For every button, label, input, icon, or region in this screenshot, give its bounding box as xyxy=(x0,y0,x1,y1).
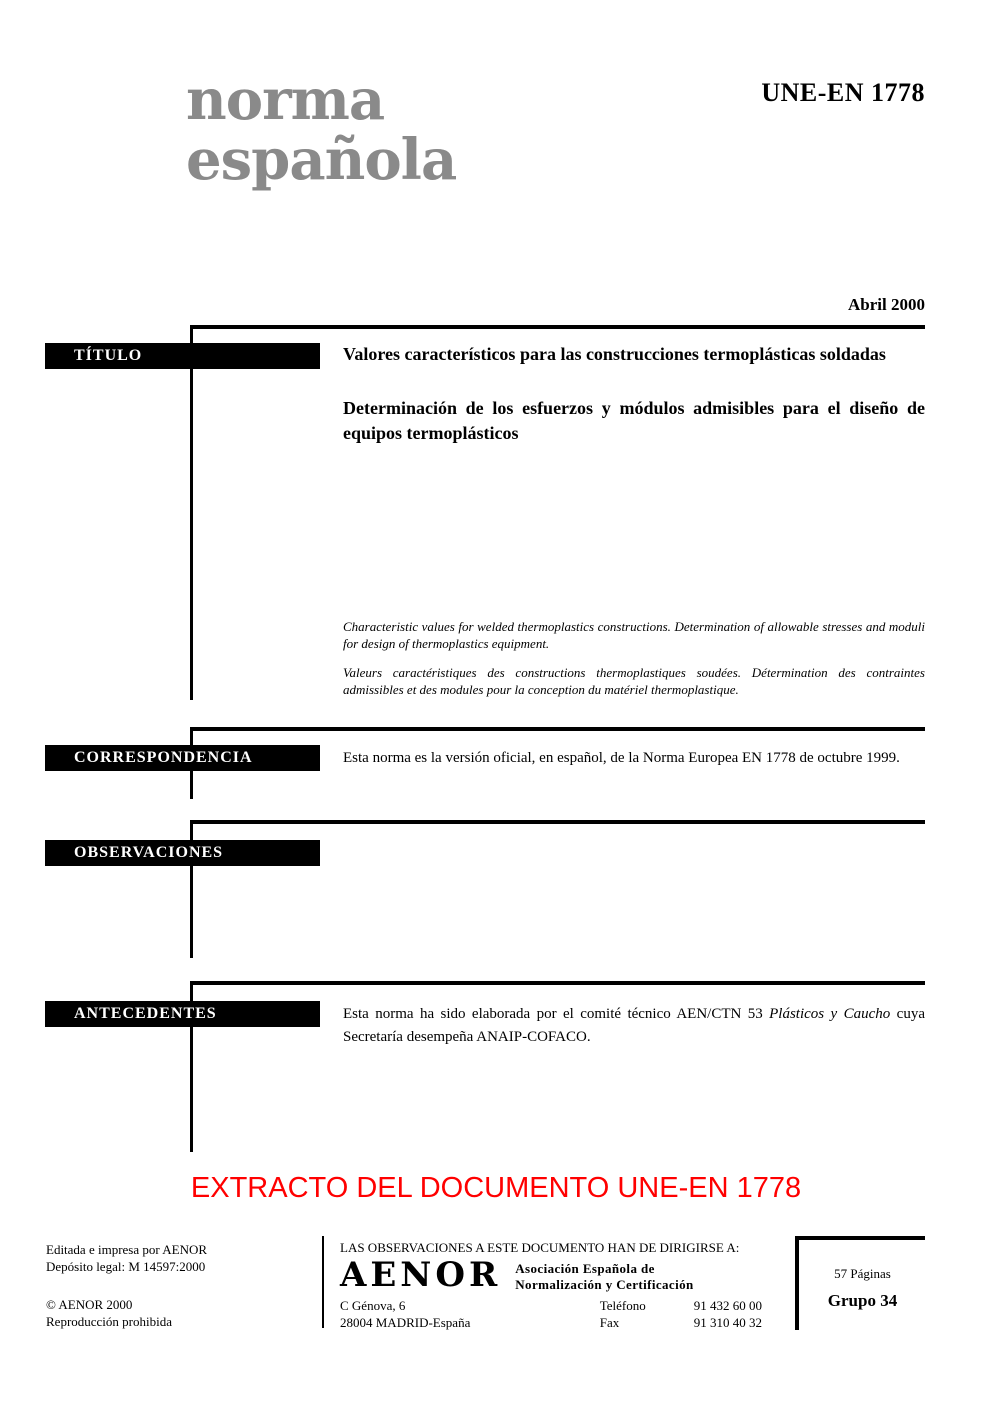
antecedentes-label-bar xyxy=(45,1001,320,1027)
aenor-tagline-line-1: Asociación Española de xyxy=(515,1261,655,1276)
titulo-top-rule xyxy=(190,325,925,329)
antecedentes-top-rule xyxy=(190,981,925,985)
footer-observations-notice: LAS OBSERVACIONES A ESTE DOCUMENTO HAN DE DIRIGIRSE A: xyxy=(340,1240,740,1255)
brand-line-2: española xyxy=(186,127,457,193)
observaciones-label-bar xyxy=(45,840,320,866)
footer-reproduction-line: Reproducción prohibida xyxy=(46,1314,172,1329)
footer-group-box-left-rule xyxy=(795,1236,799,1330)
footer-copyright-block xyxy=(46,1296,311,1330)
brand-line-1: norma xyxy=(186,67,385,133)
titulo-content xyxy=(343,342,925,475)
title-french: Valeurs caractéristiques des constructions thermoplastiques soudées. Détermination des contraintes admissibles et des modules pour la conception du matériel thermoplastique. xyxy=(343,665,925,697)
antecedentes-label: ANTECEDENTES xyxy=(74,1005,217,1022)
observaciones-top-rule xyxy=(190,820,925,824)
document-date: Abril 2000 xyxy=(848,295,925,314)
titulo-translations xyxy=(343,618,925,710)
footer-telfax-block xyxy=(600,1297,762,1331)
title-spanish-paragraph-2: Determinación de los esfuerzos y módulos admisibles para el diseño de equipos termoplásticos xyxy=(343,398,925,443)
titulo-label-bar xyxy=(45,343,320,369)
correspondencia-top-rule xyxy=(190,727,925,731)
title-english: Characteristic values for welded thermoplastics constructions. Determination of allowable stresses and moduli for design of thermoplastics equipment. xyxy=(343,619,925,651)
title-spanish-paragraph-1: Valores característicos para las construcciones termoplásticas soldadas xyxy=(343,344,886,364)
footer-group-number: Grupo 34 xyxy=(827,1291,898,1310)
antecedentes-body-suffix: cuya Secretaría desempeña ANAIP-COFACO. xyxy=(343,1006,925,1045)
correspondencia-label: CORRESPONDENCIA xyxy=(74,749,253,766)
correspondencia-body: Esta norma es la versión oficial, en español, de la Norma Europea EN 1778 de octubre 1999. xyxy=(343,750,900,766)
footer-page-count: 57 Páginas xyxy=(834,1266,891,1281)
footer-legal-deposit: Depósito legal: M 14597:2000 xyxy=(46,1259,206,1274)
correspondencia-label-bar xyxy=(45,745,320,771)
footer-copyright-line: © AENOR 2000 xyxy=(46,1297,133,1312)
antecedentes-body xyxy=(343,1003,925,1049)
extract-banner: EXTRACTO DEL DOCUMENTO UNE-EN 1778 xyxy=(190,1172,802,1204)
norma-espanola-logo xyxy=(186,67,457,193)
footer-phone-label: Teléfono xyxy=(599,1298,646,1313)
footer-publisher-line: Editada e impresa por AENOR xyxy=(46,1242,208,1257)
aenor-tagline xyxy=(515,1261,693,1293)
footer-fax-label: Fax xyxy=(599,1315,620,1330)
antecedentes-body-committee-name: Plásticos y Caucho xyxy=(769,1006,891,1022)
footer-publisher-block xyxy=(46,1241,311,1275)
footer-group-box-top-rule xyxy=(795,1236,925,1240)
footer-phone-value: 91 432 60 00 xyxy=(693,1298,762,1313)
footer-address-row xyxy=(340,1297,762,1331)
footer-fax-value: 91 310 40 32 xyxy=(693,1315,762,1330)
titulo-label: TÍTULO xyxy=(74,347,143,364)
footer-aenor-row xyxy=(340,1255,785,1295)
aenor-logo: AENOR xyxy=(340,1255,502,1295)
observaciones-label: OBSERVACIONES xyxy=(74,844,224,861)
footer-address-block xyxy=(340,1297,470,1331)
document-number: UNE-EN 1778 xyxy=(761,78,925,107)
footer-address-city: 28004 MADRID-España xyxy=(340,1315,471,1330)
aenor-tagline-line-2: Normalización y Certificación xyxy=(515,1277,694,1292)
footer-left-divider xyxy=(322,1236,324,1328)
antecedentes-body-prefix: Esta norma ha sido elaborada por el comité técnico AEN/CTN 53 xyxy=(343,1006,770,1022)
footer-address-street: C Génova, 6 xyxy=(340,1298,406,1313)
titulo-vertical-rule xyxy=(190,325,193,700)
